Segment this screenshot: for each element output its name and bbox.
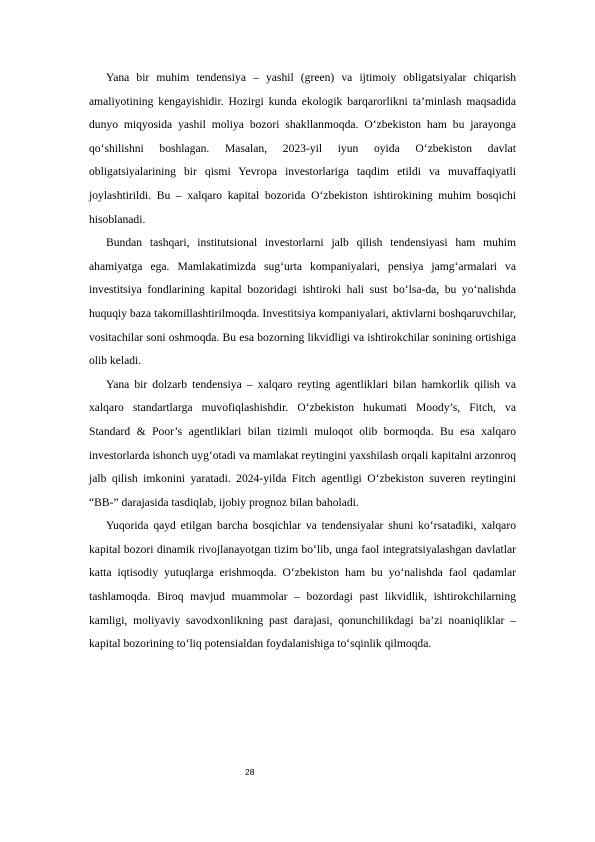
page-number: 28 [245, 767, 255, 777]
paragraph-green-bonds: Yana bir muhim tendensiya – yashil (green) va ijtimoiy obligatsiyalar chiqarish amaliyotining kengayishidir. Hozirgi kunda ekologik barqarorlikni ta’minlash maqsadida dunyo miqyosida yashil moliya bozori shakllanmoqda. O‘zbekiston ham bu jarayonga qo‘shilishni boshlagan. Masalan, 2023-yil iyun oyida O‘zbekiston davlat obligatsiyalarining bir qismi Yevropa investorlariga taqdim etildi va muvaffaqiyatli joylashtirildi. Bu – xalqaro kapital bozorida O‘zbekiston ishtirokining muhim bosqichi hisoblanadi. [89, 71, 516, 226]
paragraph-institutional-investors: Bundan tashqari, institutsional investorlarni jalb qilish tendensiyasi ham muhim ahamiyatga ega. Mamlakatimizda sug‘urta kompaniyalari, pensiya jamg‘armalari va investitsiya fondlarining kapital bozoridagi ishtiroki hali sust bo‘lsa-da, bu yo‘nalishda huquqiy baza takomillashtirilmoqda. Investitsiya kompaniyalari, aktivlarni boshqaruvchilar, vositachilar soni oshmoqda. Bu esa bozorning likvidligi va ishtirokchilar sonining ortishiga olib keladi. [89, 236, 516, 368]
paragraph-conclusion: Yuqorida qayd etilgan barcha bosqichlar va tendensiyalar shuni ko‘rsatadiki, xalqaro kapital bozori dinamik rivojlanayotgan tizim bo‘lib, unga faol integratsiyalashgan davlatlar katta iqtisodiy yutuqlarga erishmoqda. O‘zbekiston ham bu yo‘nalishda faol qadamlar tashlamoqda. Biroq mavjud muammolar – bozordagi past likvidlik, ishtirokchilarning kamligi, moliyaviy savodxonlikning past darajasi, qonunchilikdagi ba’zi noaniqliklar – kapital bozorining to‘liq potensialdan foydalanishiga to‘sqinlik qilmoqda. [89, 519, 516, 651]
page-body [89, 66, 516, 656]
paragraph-rating-agencies: Yana bir dolzarb tendensiya – xalqaro reyting agentliklari bilan hamkorlik qilish va xalqaro standartlarga muvofiqlashishdir. O‘zbekiston hukumati Moody’s, Fitch, va Standard & Poor’s agentliklari bilan tizimli muloqot olib bormoqda. Bu esa xalqaro investorlarda ishonch uyg‘otadi va mamlakat reytingini yaxshilash orqali kapitalni arzonroq jalb qilish imkonini yaratadi. 2024-yilda Fitch agentligi O‘zbekiston suveren reytingini “BB-” darajasida tasdiqlab, ijobiy prognoz bilan baholadi. [89, 377, 516, 509]
